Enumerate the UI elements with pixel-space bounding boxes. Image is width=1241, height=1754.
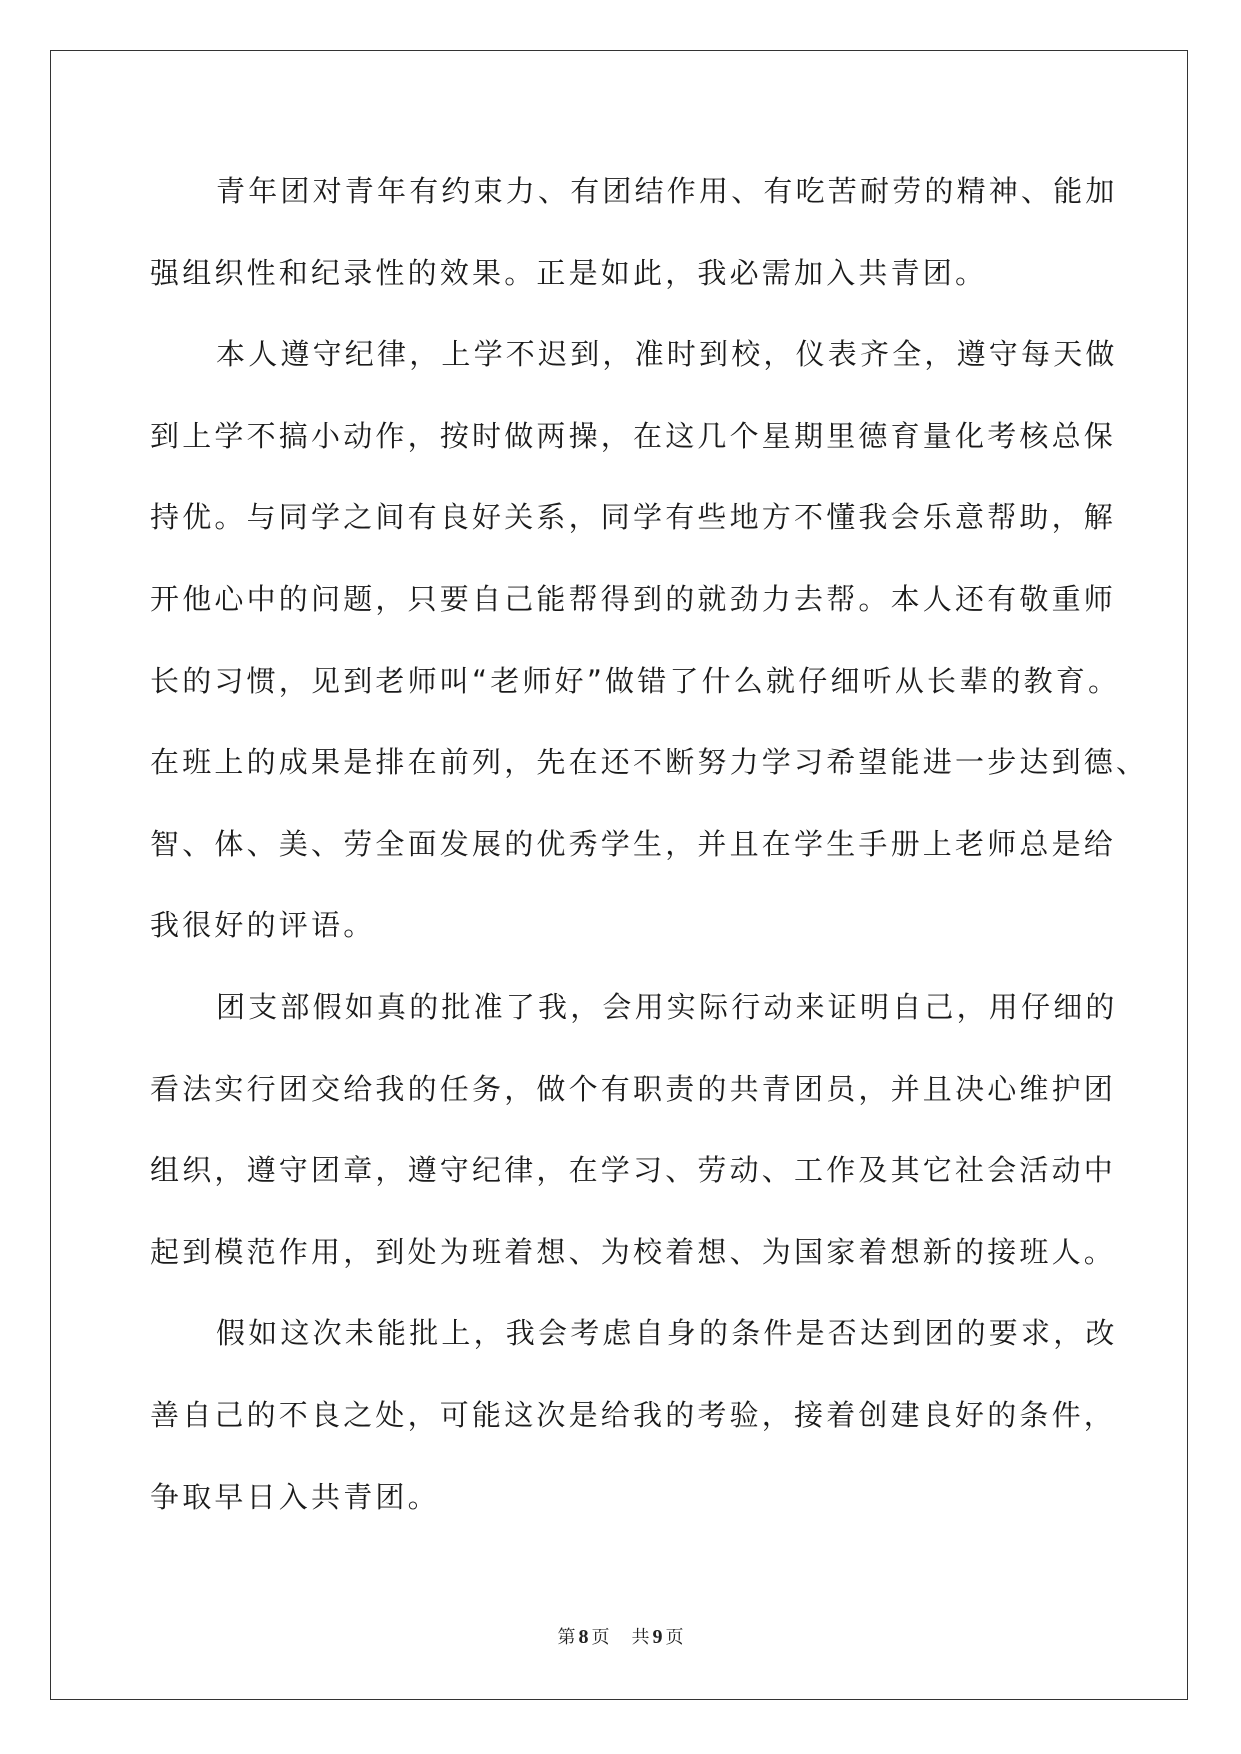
text-line: 强组织性和纪录性的效果。正是如此，我必需加入共青团。: [150, 255, 988, 290]
text-line: 智、体、美、劳全面发展的优秀学生，并且在学生手册上老师总是给: [150, 826, 1117, 861]
page-label-prefix: 第: [557, 1627, 576, 1648]
text-line: 善自己的不良之处，可能这次是给我的考验，接着创建良好的条件，: [150, 1397, 1117, 1432]
total-label-prefix: 共: [631, 1627, 650, 1648]
text-line: 在班上的成果是排在前列，先在还不断努力学习希望能进一步达到德、: [150, 745, 1149, 780]
text-line: 到上学不搞小动作，按时做两操，在这几个星期里德育量化考核总保: [150, 418, 1117, 453]
page-label-suffix: 页: [591, 1627, 610, 1648]
text-line: 长的习惯，见到老师叫“老师好”做错了什么就仔细听从长辈的教育。: [150, 663, 1121, 698]
text-line: 组织，遵守团章，遵守纪律，在学习、劳动、工作及其它社会活动中: [150, 1153, 1117, 1188]
text-line: 本人遵守纪律，上学不迟到，准时到校，仪表齐全，遵守每天做: [216, 337, 1118, 372]
text-line: 团支部假如真的批准了我，会用实际行动来证明自己，用仔细的: [216, 989, 1118, 1024]
total-label-suffix: 页: [665, 1627, 684, 1648]
text-line: 看法实行团交给我的任务，做个有职责的共青团员，并且决心维护团: [150, 1071, 1117, 1106]
text-line: 开他心中的问题，只要自己能帮得到的就劲力去帮。本人还有敬重师: [150, 581, 1117, 616]
text-line: 青年团对青年有约束力、有团结作用、有吃苦耐劳的精神、能加: [216, 174, 1118, 208]
text-line: 假如这次未能批上，我会考虑自身的条件是否达到团的要求，改: [216, 1316, 1118, 1351]
text-line: 争取早日入共青团。: [150, 1479, 440, 1514]
text-line: 持优。与同学之间有良好关系，同学有些地方不懂我会乐意帮助，解: [150, 500, 1117, 535]
text-line: 起到模范作用，到处为班着想、为校着想、为国家着想新的接班人。: [150, 1234, 1117, 1269]
current-page-number: 8: [578, 1626, 589, 1648]
total-page-number: 9: [652, 1626, 663, 1648]
page-footer: [0, 1623, 1241, 1649]
document-body: [150, 158, 1149, 1545]
text-line: 我很好的评语。: [150, 908, 376, 943]
